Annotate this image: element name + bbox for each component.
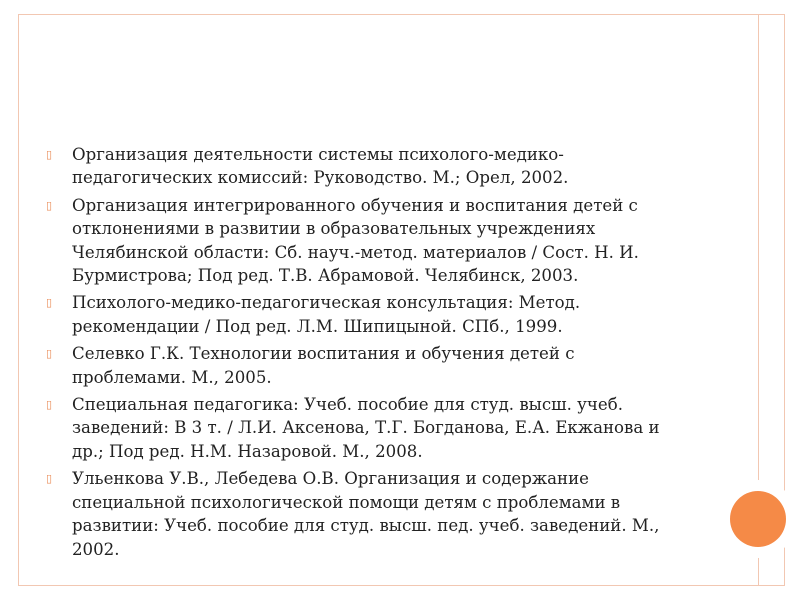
reference-text: Специальная педагогика: Учеб. пособие для студ. высш. учеб. заведений: В 3 т. / Л.И. Аксенова, Т.Г. Богданова, Е.А. Екжанова и др.; Под ред. Н.М. Назаровой. М., 2008. (72, 395, 660, 461)
bullet-icon: ▯ (46, 296, 53, 310)
list-item (46, 467, 686, 561)
list-item (46, 194, 686, 288)
reference-text: Селевко Г.К. Технологии воспитания и обучения детей с проблемами. М., 2005. (72, 344, 575, 387)
reference-text: Ульенкова У.В., Лебедева О.В. Организация и содержание специальной психологической помощи детям с проблемами в развитии: Учеб. пособие для студ. высш. пед. учеб. заведений. М., 2002. (72, 469, 660, 559)
bullet-icon: ▯ (46, 198, 53, 212)
accent-circle-icon (719, 480, 797, 558)
bullet-icon: ▯ (46, 148, 53, 161)
reference-list (46, 143, 686, 565)
list-item (46, 143, 686, 190)
reference-text: Организация деятельности системы психолого-медико-педагогических комиссий: Руководство. М.; Орел, 2002. (72, 145, 569, 188)
reference-text: Психолого-медико-педагогическая консультация: Метод. рекомендации / Под ред. Л.М. Шипицыной. СПб., 1999. (72, 293, 581, 336)
bullet-icon: ▯ (46, 398, 53, 412)
list-item (46, 342, 686, 389)
bullet-icon: ▯ (46, 347, 53, 361)
reference-text: Организация интегрированного обучения и воспитания детей с отклонениями в развитии в образовательных учреждениях Челябинской области: Сб. науч.-метод. материалов / Сост. Н. И. Бурмистрова; Под ред. Т.В. Абрамовой. Челябинск, 2003. (72, 195, 639, 286)
bullet-icon: ▯ (46, 472, 53, 486)
list-item (46, 393, 686, 463)
list-item (46, 291, 686, 338)
